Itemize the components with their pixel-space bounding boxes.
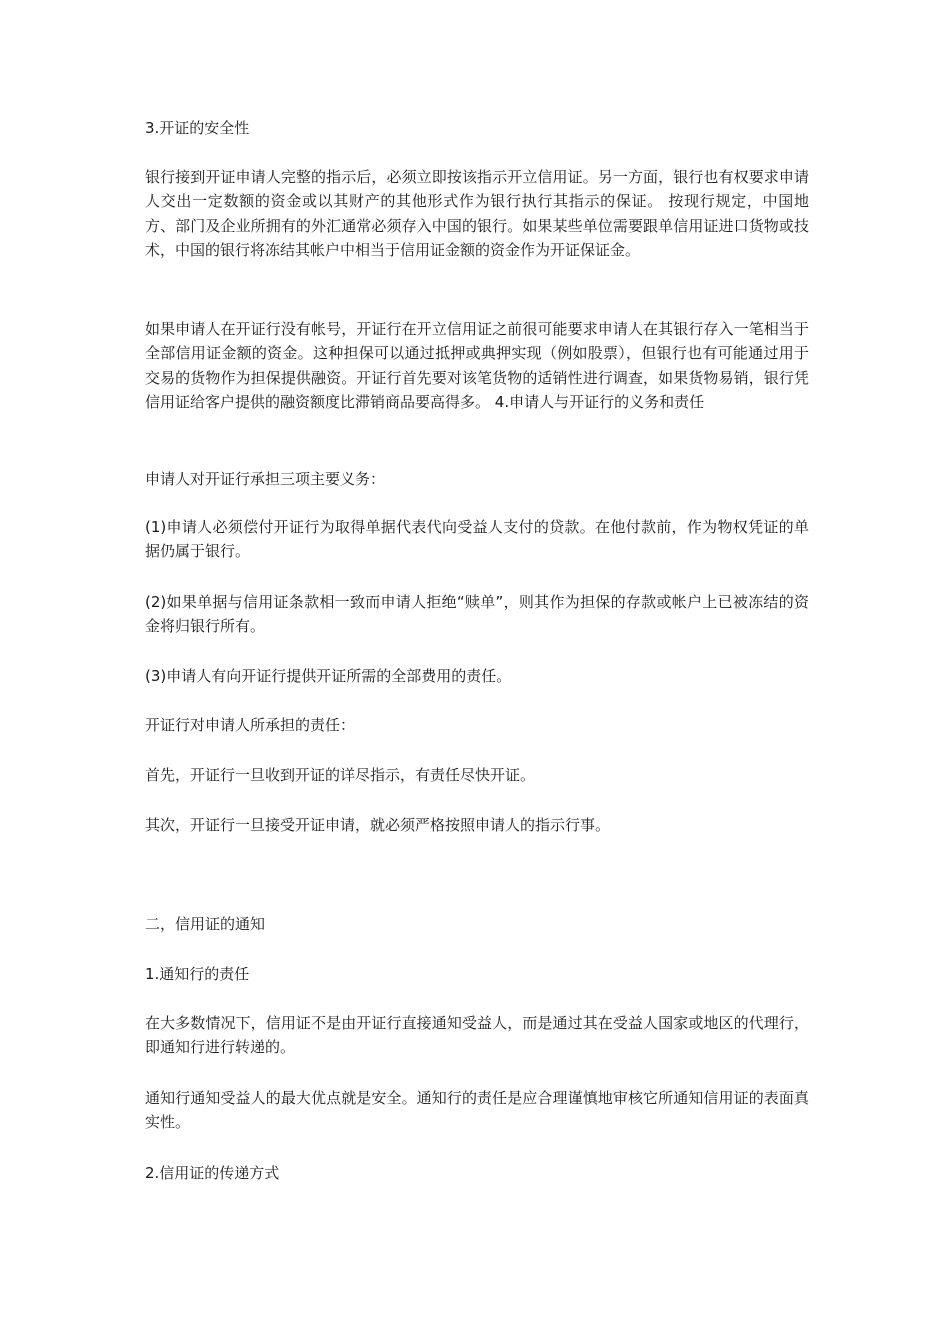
paragraph-applicant-deposit: 如果申请人在开证行没有帐号，开证行在开立信用证之前很可能要求申请人在其银行存入一笔相当于全部信用证金额的资金。这种担保可以通过抵押或典押实现（例如股票），但银行也有可能通过用于交易的货物作为担保提供融资。开证行首先要对该笔货物的适销性进行调查，如果货物易销，银行凭信用证给客户提供的融资额度比滞销商品要高得多。 4.申请人与开证行的义务和责任 bbox=[145, 320, 809, 412]
paragraph-advising-bank-transfer: 在大多数情况下，信用证不是由开证行直接通知受益人，而是通过其在受益人国家或地区的代理行，即通知行进行转递的。 bbox=[145, 1014, 809, 1057]
paragraph-bank-instruction: 银行接到开证申请人完整的指示后，必须立即按该指示开立信用证。另一方面，银行也有权要求申请人交出一定数额的资金或以其财产的其他形式作为银行执行其指示的保证。 按现行规定，中国地方、部门及企业所拥有的外汇通常必须存入中国的银行。如果某些单位需要跟单信用证进口货物或技术，中国的银行将冻结其帐户中相当于信用证金额的资金作为开证保证金。 bbox=[145, 168, 809, 260]
paragraph-obligation-1: (1)申请人必须偿付开证行为取得单据代表代向受益人支付的贷款。在他付款前，作为物权凭证的单据仍属于银行。 bbox=[145, 518, 809, 561]
paragraph-issuing-bank-first: 首先，开证行一旦收到开证的详尽指示，有责任尽快开证。 bbox=[145, 766, 536, 784]
subsection-heading-advising-bank-responsibility: 1.通知行的责任 bbox=[145, 965, 250, 983]
paragraph-obligation-3: (3)申请人有向开证行提供开证所需的全部费用的责任。 bbox=[145, 667, 512, 685]
paragraph-issuing-bank-responsibility-intro: 开证行对申请人所承担的责任： bbox=[145, 716, 356, 734]
section-heading-opening-security: 3.开证的安全性 bbox=[145, 119, 250, 137]
section-heading-credit-notification: 二，信用证的通知 bbox=[145, 915, 266, 933]
paragraph-obligation-2: (2)如果单据与信用证条款相一致而申请人拒绝“赎单”，则其作为担保的存款或帐户上已被冻结的资金将归银行所有。 bbox=[145, 593, 809, 636]
subsection-heading-transmission-method: 2.信用证的传递方式 bbox=[145, 1164, 280, 1182]
paragraph-advising-bank-safety: 通知行通知受益人的最大优点就是安全。通知行的责任是应合理谨慎地审核它所通知信用证的表面真实性。 bbox=[145, 1089, 809, 1132]
paragraph-applicant-obligations-intro: 申请人对开证行承担三项主要义务： bbox=[145, 470, 386, 488]
paragraph-issuing-bank-second: 其次，开证行一旦接受开证申请，就必须严格按照申请人的指示行事。 bbox=[145, 816, 611, 834]
